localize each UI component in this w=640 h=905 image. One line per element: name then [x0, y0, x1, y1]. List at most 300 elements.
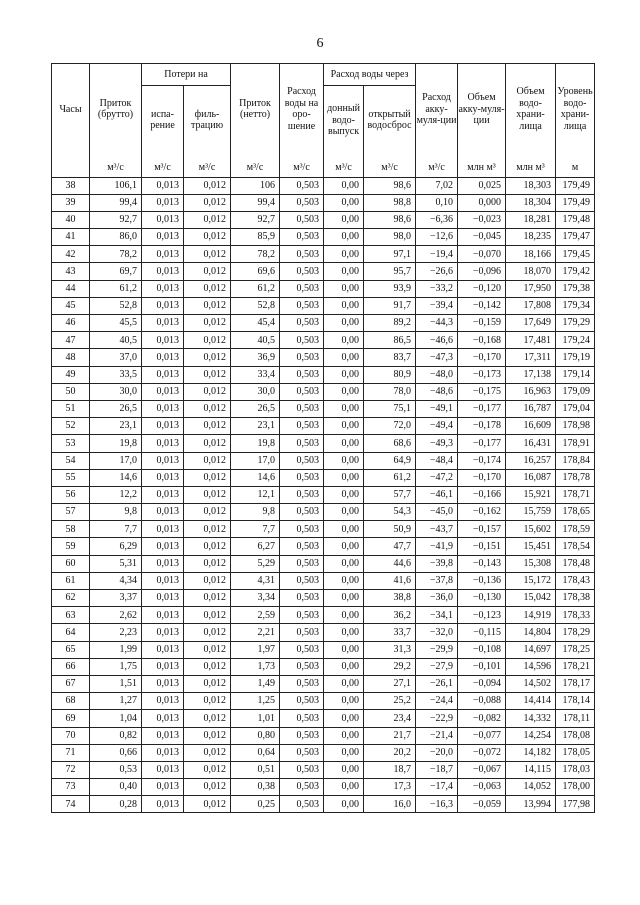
- table-row: [52, 366, 595, 383]
- cell-irrigation: 0,503: [280, 486, 324, 503]
- cell-inflow-net: 92,7: [231, 211, 280, 228]
- cell-open-spillway: 21,7: [364, 727, 416, 744]
- table-row: [52, 486, 595, 503]
- cell-evaporation: 0,013: [142, 177, 184, 194]
- cell-storage-volume: 17,311: [506, 349, 556, 366]
- cell-irrigation: 0,503: [280, 555, 324, 572]
- cell-storage-volume: 15,042: [506, 590, 556, 607]
- cell-inflow-net: 40,5: [231, 332, 280, 349]
- cell-bottom-outlet: 0,00: [324, 315, 364, 332]
- cell-irrigation: 0,503: [280, 263, 324, 280]
- cell-evaporation: 0,013: [142, 332, 184, 349]
- cell-evaporation: 0,013: [142, 675, 184, 692]
- cell-hours: 61: [52, 572, 90, 589]
- cell-hours: 63: [52, 607, 90, 624]
- table-row: [52, 383, 595, 400]
- table-row: [52, 761, 595, 778]
- cell-bottom-outlet: 0,00: [324, 452, 364, 469]
- cell-accumulation-volume: −0,151: [458, 538, 506, 555]
- unit-inflow-gross: м³/с: [90, 155, 142, 178]
- cell-open-spillway: 95,7: [364, 263, 416, 280]
- cell-storage-level: 178,05: [556, 744, 595, 761]
- cell-storage-level: 179,47: [556, 229, 595, 246]
- cell-evaporation: 0,013: [142, 486, 184, 503]
- cell-storage-volume: 18,303: [506, 177, 556, 194]
- cell-evaporation: 0,013: [142, 658, 184, 675]
- cell-irrigation: 0,503: [280, 761, 324, 778]
- cell-inflow-net: 2,21: [231, 624, 280, 641]
- cell-accumulation-flow: −19,4: [416, 246, 458, 263]
- cell-inflow-net: 30,0: [231, 383, 280, 400]
- cell-filtration: 0,012: [184, 572, 231, 589]
- cell-storage-level: 179,24: [556, 332, 595, 349]
- cell-open-spillway: 75,1: [364, 400, 416, 417]
- cell-inflow-net: 26,5: [231, 400, 280, 417]
- cell-filtration: 0,012: [184, 486, 231, 503]
- cell-hours: 68: [52, 693, 90, 710]
- cell-hours: 47: [52, 332, 90, 349]
- cell-bottom-outlet: 0,00: [324, 332, 364, 349]
- cell-inflow-gross: 1,75: [90, 658, 142, 675]
- header-accumulation-volume: Объем акку-муля-ции: [458, 64, 506, 155]
- cell-inflow-net: 99,4: [231, 194, 280, 211]
- cell-accumulation-flow: −17,4: [416, 779, 458, 796]
- cell-bottom-outlet: 0,00: [324, 590, 364, 607]
- cell-hours: 53: [52, 435, 90, 452]
- unit-irrigation: м³/с: [280, 155, 324, 178]
- cell-bottom-outlet: 0,00: [324, 246, 364, 263]
- cell-bottom-outlet: 0,00: [324, 555, 364, 572]
- cell-storage-volume: 17,138: [506, 366, 556, 383]
- cell-filtration: 0,012: [184, 383, 231, 400]
- cell-open-spillway: 54,3: [364, 504, 416, 521]
- cell-bottom-outlet: 0,00: [324, 710, 364, 727]
- cell-evaporation: 0,013: [142, 452, 184, 469]
- cell-inflow-gross: 0,66: [90, 744, 142, 761]
- cell-filtration: 0,012: [184, 555, 231, 572]
- cell-storage-volume: 16,963: [506, 383, 556, 400]
- cell-inflow-net: 78,2: [231, 246, 280, 263]
- cell-accumulation-volume: −0,162: [458, 504, 506, 521]
- cell-inflow-gross: 92,7: [90, 211, 142, 228]
- cell-hours: 73: [52, 779, 90, 796]
- cell-open-spillway: 23,4: [364, 710, 416, 727]
- cell-hours: 67: [52, 675, 90, 692]
- cell-storage-level: 178,21: [556, 658, 595, 675]
- cell-open-spillway: 20,2: [364, 744, 416, 761]
- cell-irrigation: 0,503: [280, 607, 324, 624]
- table-row: [52, 641, 595, 658]
- cell-evaporation: 0,013: [142, 246, 184, 263]
- cell-accumulation-flow: −20,0: [416, 744, 458, 761]
- cell-storage-volume: 16,431: [506, 435, 556, 452]
- cell-evaporation: 0,013: [142, 229, 184, 246]
- cell-open-spillway: 18,7: [364, 761, 416, 778]
- cell-filtration: 0,012: [184, 658, 231, 675]
- cell-bottom-outlet: 0,00: [324, 349, 364, 366]
- cell-inflow-gross: 9,8: [90, 504, 142, 521]
- cell-open-spillway: 41,6: [364, 572, 416, 589]
- table-row: [52, 435, 595, 452]
- cell-storage-volume: 15,172: [506, 572, 556, 589]
- cell-irrigation: 0,503: [280, 779, 324, 796]
- cell-accumulation-flow: −49,1: [416, 400, 458, 417]
- cell-filtration: 0,012: [184, 590, 231, 607]
- cell-inflow-gross: 12,2: [90, 486, 142, 503]
- cell-inflow-net: 6,27: [231, 538, 280, 555]
- cell-hours: 66: [52, 658, 90, 675]
- cell-inflow-gross: 1,99: [90, 641, 142, 658]
- cell-storage-level: 179,14: [556, 366, 595, 383]
- cell-irrigation: 0,503: [280, 727, 324, 744]
- cell-filtration: 0,012: [184, 263, 231, 280]
- cell-hours: 42: [52, 246, 90, 263]
- cell-inflow-net: 7,7: [231, 521, 280, 538]
- cell-storage-volume: 14,254: [506, 727, 556, 744]
- cell-evaporation: 0,013: [142, 538, 184, 555]
- cell-storage-level: 178,65: [556, 504, 595, 521]
- cell-open-spillway: 98,6: [364, 211, 416, 228]
- cell-open-spillway: 98,0: [364, 229, 416, 246]
- cell-bottom-outlet: 0,00: [324, 435, 364, 452]
- cell-storage-level: 178,11: [556, 710, 595, 727]
- cell-filtration: 0,012: [184, 297, 231, 314]
- cell-open-spillway: 61,2: [364, 469, 416, 486]
- cell-evaporation: 0,013: [142, 504, 184, 521]
- cell-storage-level: 178,84: [556, 452, 595, 469]
- cell-evaporation: 0,013: [142, 727, 184, 744]
- cell-inflow-gross: 17,0: [90, 452, 142, 469]
- cell-inflow-gross: 1,51: [90, 675, 142, 692]
- cell-inflow-net: 17,0: [231, 452, 280, 469]
- cell-storage-volume: 14,502: [506, 675, 556, 692]
- cell-irrigation: 0,503: [280, 469, 324, 486]
- cell-bottom-outlet: 0,00: [324, 572, 364, 589]
- cell-filtration: 0,012: [184, 744, 231, 761]
- cell-accumulation-flow: −44,3: [416, 315, 458, 332]
- cell-open-spillway: 38,8: [364, 590, 416, 607]
- cell-storage-volume: 14,697: [506, 641, 556, 658]
- cell-inflow-net: 19,8: [231, 435, 280, 452]
- cell-evaporation: 0,013: [142, 366, 184, 383]
- cell-filtration: 0,012: [184, 194, 231, 211]
- table-row: [52, 675, 595, 692]
- cell-storage-volume: 14,804: [506, 624, 556, 641]
- cell-irrigation: 0,503: [280, 590, 324, 607]
- cell-open-spillway: 27,1: [364, 675, 416, 692]
- cell-inflow-gross: 45,5: [90, 315, 142, 332]
- cell-storage-volume: 14,115: [506, 761, 556, 778]
- cell-accumulation-volume: −0,094: [458, 675, 506, 692]
- reservoir-table: [51, 63, 595, 813]
- cell-accumulation-volume: −0,157: [458, 521, 506, 538]
- cell-bottom-outlet: 0,00: [324, 263, 364, 280]
- cell-irrigation: 0,503: [280, 572, 324, 589]
- cell-accumulation-volume: −0,130: [458, 590, 506, 607]
- cell-inflow-net: 0,25: [231, 796, 280, 813]
- cell-inflow-net: 106: [231, 177, 280, 194]
- cell-inflow-net: 2,59: [231, 607, 280, 624]
- cell-storage-volume: 17,808: [506, 297, 556, 314]
- cell-inflow-gross: 61,2: [90, 280, 142, 297]
- table-row: [52, 229, 595, 246]
- cell-evaporation: 0,013: [142, 349, 184, 366]
- cell-open-spillway: 47,7: [364, 538, 416, 555]
- cell-open-spillway: 64,9: [364, 452, 416, 469]
- cell-accumulation-volume: −0,178: [458, 418, 506, 435]
- cell-open-spillway: 44,6: [364, 555, 416, 572]
- cell-filtration: 0,012: [184, 779, 231, 796]
- cell-accumulation-volume: −0,177: [458, 400, 506, 417]
- header-discharge-through: Расход воды через: [324, 64, 416, 86]
- cell-bottom-outlet: 0,00: [324, 796, 364, 813]
- cell-inflow-gross: 106,1: [90, 177, 142, 194]
- cell-accumulation-volume: −0,101: [458, 658, 506, 675]
- cell-filtration: 0,012: [184, 246, 231, 263]
- cell-inflow-net: 36,9: [231, 349, 280, 366]
- cell-bottom-outlet: 0,00: [324, 469, 364, 486]
- cell-accumulation-volume: −0,168: [458, 332, 506, 349]
- header-storage-volume: Объем водо-храни-лища: [506, 64, 556, 155]
- cell-hours: 64: [52, 624, 90, 641]
- cell-irrigation: 0,503: [280, 675, 324, 692]
- cell-storage-level: 179,42: [556, 263, 595, 280]
- cell-filtration: 0,012: [184, 504, 231, 521]
- cell-inflow-gross: 3,37: [90, 590, 142, 607]
- cell-accumulation-flow: −29,9: [416, 641, 458, 658]
- cell-bottom-outlet: 0,00: [324, 521, 364, 538]
- cell-hours: 38: [52, 177, 90, 194]
- cell-accumulation-flow: −27,9: [416, 658, 458, 675]
- cell-inflow-gross: 19,8: [90, 435, 142, 452]
- cell-irrigation: 0,503: [280, 297, 324, 314]
- cell-accumulation-flow: −26,1: [416, 675, 458, 692]
- cell-inflow-gross: 0,28: [90, 796, 142, 813]
- cell-evaporation: 0,013: [142, 796, 184, 813]
- cell-inflow-gross: 69,7: [90, 263, 142, 280]
- cell-bottom-outlet: 0,00: [324, 727, 364, 744]
- cell-filtration: 0,012: [184, 521, 231, 538]
- cell-accumulation-flow: −48,4: [416, 452, 458, 469]
- cell-evaporation: 0,013: [142, 297, 184, 314]
- cell-filtration: 0,012: [184, 332, 231, 349]
- cell-inflow-net: 5,29: [231, 555, 280, 572]
- cell-bottom-outlet: 0,00: [324, 761, 364, 778]
- cell-filtration: 0,012: [184, 675, 231, 692]
- cell-storage-volume: 18,166: [506, 246, 556, 263]
- cell-evaporation: 0,013: [142, 624, 184, 641]
- cell-inflow-net: 0,38: [231, 779, 280, 796]
- cell-evaporation: 0,013: [142, 194, 184, 211]
- cell-accumulation-flow: −39,8: [416, 555, 458, 572]
- cell-storage-volume: 18,304: [506, 194, 556, 211]
- cell-hours: 65: [52, 641, 90, 658]
- table-row: [52, 469, 595, 486]
- cell-bottom-outlet: 0,00: [324, 400, 364, 417]
- cell-irrigation: 0,503: [280, 366, 324, 383]
- cell-irrigation: 0,503: [280, 280, 324, 297]
- cell-filtration: 0,012: [184, 452, 231, 469]
- cell-irrigation: 0,503: [280, 211, 324, 228]
- cell-inflow-net: 12,1: [231, 486, 280, 503]
- unit-evaporation: м³/с: [142, 155, 184, 178]
- cell-storage-volume: 17,481: [506, 332, 556, 349]
- cell-bottom-outlet: 0,00: [324, 779, 364, 796]
- cell-storage-volume: 15,602: [506, 521, 556, 538]
- cell-irrigation: 0,503: [280, 315, 324, 332]
- cell-evaporation: 0,013: [142, 710, 184, 727]
- cell-hours: 62: [52, 590, 90, 607]
- page-number: 6: [316, 36, 324, 51]
- cell-storage-volume: 14,919: [506, 607, 556, 624]
- header-inflow-net: Приток (нетто): [231, 64, 280, 155]
- cell-accumulation-flow: −12,6: [416, 229, 458, 246]
- cell-filtration: 0,012: [184, 710, 231, 727]
- cell-accumulation-volume: −0,082: [458, 710, 506, 727]
- cell-accumulation-volume: −0,143: [458, 555, 506, 572]
- unit-storage-volume: млн м³: [506, 155, 556, 178]
- cell-storage-volume: 14,414: [506, 693, 556, 710]
- cell-accumulation-flow: −41,9: [416, 538, 458, 555]
- cell-filtration: 0,012: [184, 418, 231, 435]
- table-row: [52, 779, 595, 796]
- cell-hours: 74: [52, 796, 90, 813]
- cell-storage-level: 179,04: [556, 400, 595, 417]
- cell-filtration: 0,012: [184, 280, 231, 297]
- cell-bottom-outlet: 0,00: [324, 229, 364, 246]
- cell-hours: 44: [52, 280, 90, 297]
- cell-inflow-net: 52,8: [231, 297, 280, 314]
- cell-accumulation-volume: 0,025: [458, 177, 506, 194]
- cell-bottom-outlet: 0,00: [324, 624, 364, 641]
- cell-hours: 52: [52, 418, 90, 435]
- cell-accumulation-flow: −24,4: [416, 693, 458, 710]
- header-bottom-outlet: донный водо-выпуск: [324, 86, 364, 155]
- cell-filtration: 0,012: [184, 366, 231, 383]
- cell-inflow-gross: 5,31: [90, 555, 142, 572]
- table-row: [52, 332, 595, 349]
- cell-accumulation-volume: −0,142: [458, 297, 506, 314]
- cell-inflow-gross: 86,0: [90, 229, 142, 246]
- cell-accumulation-volume: −0,166: [458, 486, 506, 503]
- cell-bottom-outlet: 0,00: [324, 675, 364, 692]
- cell-bottom-outlet: 0,00: [324, 641, 364, 658]
- cell-open-spillway: 29,2: [364, 658, 416, 675]
- cell-irrigation: 0,503: [280, 435, 324, 452]
- cell-storage-level: 178,54: [556, 538, 595, 555]
- cell-accumulation-volume: −0,120: [458, 280, 506, 297]
- table-row: [52, 796, 595, 813]
- cell-open-spillway: 91,7: [364, 297, 416, 314]
- cell-filtration: 0,012: [184, 211, 231, 228]
- table-row: [52, 400, 595, 417]
- cell-inflow-gross: 99,4: [90, 194, 142, 211]
- cell-hours: 72: [52, 761, 90, 778]
- cell-open-spillway: 98,8: [364, 194, 416, 211]
- cell-hours: 40: [52, 211, 90, 228]
- cell-bottom-outlet: 0,00: [324, 177, 364, 194]
- table-row: [52, 211, 595, 228]
- cell-storage-level: 178,33: [556, 607, 595, 624]
- cell-hours: 51: [52, 400, 90, 417]
- unit-storage-level: м: [556, 155, 595, 178]
- cell-accumulation-flow: −36,0: [416, 590, 458, 607]
- cell-irrigation: 0,503: [280, 504, 324, 521]
- cell-accumulation-volume: −0,067: [458, 761, 506, 778]
- cell-evaporation: 0,013: [142, 469, 184, 486]
- header-open-spillway: открытый водосброс: [364, 86, 416, 155]
- cell-inflow-net: 0,64: [231, 744, 280, 761]
- cell-open-spillway: 78,0: [364, 383, 416, 400]
- cell-open-spillway: 33,7: [364, 624, 416, 641]
- cell-irrigation: 0,503: [280, 400, 324, 417]
- cell-open-spillway: 36,2: [364, 607, 416, 624]
- cell-storage-volume: 16,787: [506, 400, 556, 417]
- cell-accumulation-volume: −0,173: [458, 366, 506, 383]
- cell-inflow-gross: 26,5: [90, 400, 142, 417]
- cell-open-spillway: 50,9: [364, 521, 416, 538]
- header-storage-level: Уровень водо-храни-лища: [556, 64, 595, 155]
- cell-irrigation: 0,503: [280, 177, 324, 194]
- cell-storage-level: 178,71: [556, 486, 595, 503]
- table-row: [52, 349, 595, 366]
- cell-accumulation-volume: −0,170: [458, 349, 506, 366]
- cell-evaporation: 0,013: [142, 280, 184, 297]
- cell-inflow-gross: 0,53: [90, 761, 142, 778]
- cell-irrigation: 0,503: [280, 710, 324, 727]
- cell-open-spillway: 86,5: [364, 332, 416, 349]
- cell-open-spillway: 17,3: [364, 779, 416, 796]
- cell-inflow-gross: 1,04: [90, 710, 142, 727]
- cell-hours: 70: [52, 727, 90, 744]
- cell-storage-level: 179,34: [556, 297, 595, 314]
- cell-storage-level: 179,49: [556, 194, 595, 211]
- cell-storage-level: 178,59: [556, 521, 595, 538]
- cell-storage-volume: 16,087: [506, 469, 556, 486]
- table-row: [52, 315, 595, 332]
- cell-accumulation-volume: −0,023: [458, 211, 506, 228]
- cell-inflow-gross: 2,62: [90, 607, 142, 624]
- cell-hours: 69: [52, 710, 90, 727]
- cell-accumulation-volume: −0,059: [458, 796, 506, 813]
- cell-inflow-gross: 30,0: [90, 383, 142, 400]
- cell-storage-level: 177,98: [556, 796, 595, 813]
- cell-evaporation: 0,013: [142, 779, 184, 796]
- table-row: [52, 177, 595, 194]
- cell-accumulation-volume: −0,108: [458, 641, 506, 658]
- cell-inflow-net: 85,9: [231, 229, 280, 246]
- cell-storage-level: 179,29: [556, 315, 595, 332]
- table-row: [52, 280, 595, 297]
- cell-accumulation-volume: −0,175: [458, 383, 506, 400]
- cell-inflow-gross: 0,40: [90, 779, 142, 796]
- cell-storage-level: 179,19: [556, 349, 595, 366]
- cell-accumulation-volume: −0,159: [458, 315, 506, 332]
- cell-storage-level: 178,08: [556, 727, 595, 744]
- cell-storage-level: 179,49: [556, 177, 595, 194]
- table-row: [52, 521, 595, 538]
- cell-accumulation-volume: −0,088: [458, 693, 506, 710]
- cell-storage-volume: 15,921: [506, 486, 556, 503]
- table-row: [52, 194, 595, 211]
- cell-storage-level: 178,98: [556, 418, 595, 435]
- cell-storage-volume: 15,308: [506, 555, 556, 572]
- header-evaporation: испа-рение: [142, 86, 184, 155]
- cell-storage-volume: 15,451: [506, 538, 556, 555]
- cell-inflow-net: 14,6: [231, 469, 280, 486]
- cell-inflow-gross: 7,7: [90, 521, 142, 538]
- table-row: [52, 452, 595, 469]
